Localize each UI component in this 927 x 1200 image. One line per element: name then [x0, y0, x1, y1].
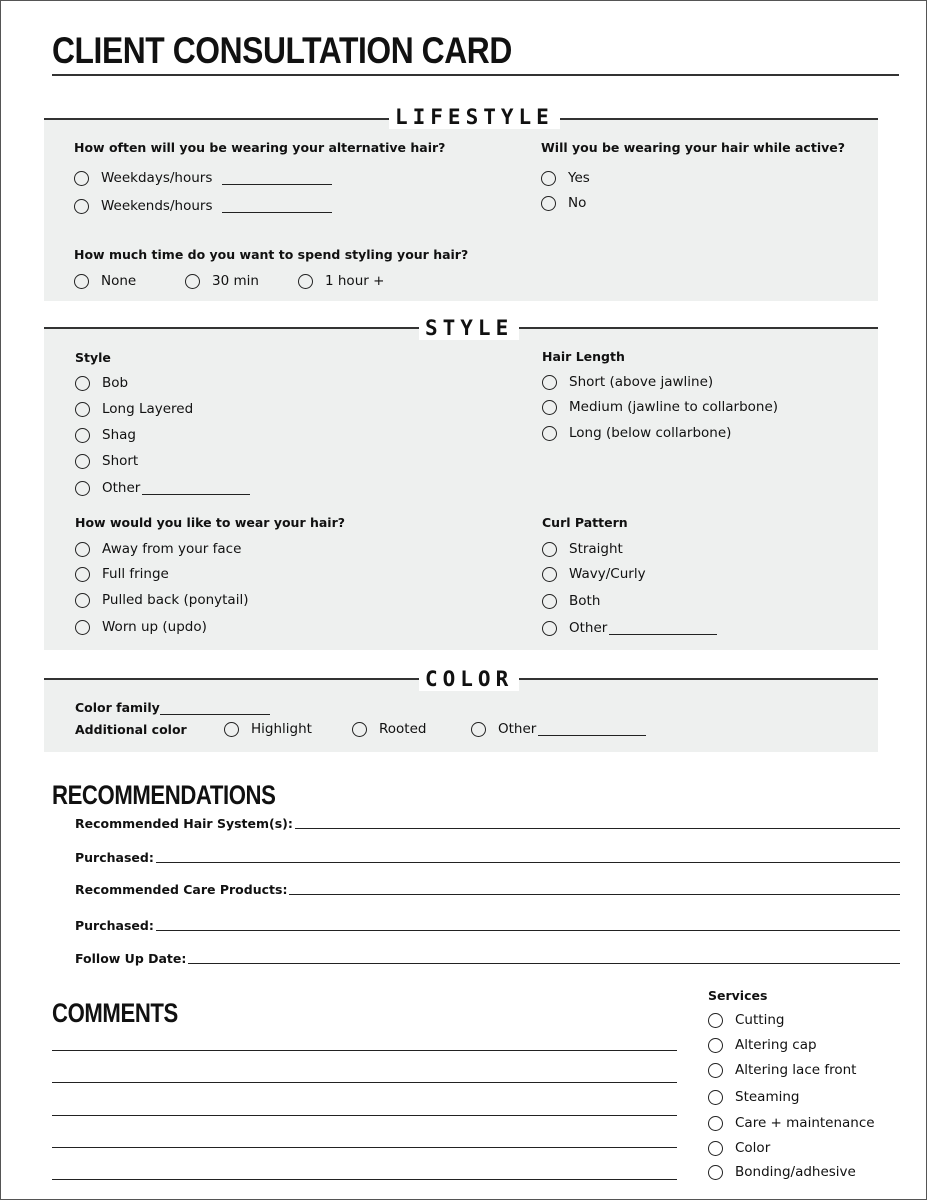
style-other-field[interactable]: [142, 481, 250, 495]
page-title: CLIENT CONSULTATION CARD: [52, 30, 512, 71]
style-option-label: Short: [102, 453, 139, 469]
style-option[interactable]: [75, 427, 136, 443]
curl-option[interactable]: [542, 566, 646, 582]
curl-other-field[interactable]: [609, 621, 717, 635]
radio-icon[interactable]: [542, 542, 557, 557]
length-option-label: Long (below collarbone): [569, 425, 732, 441]
radio-icon[interactable]: [708, 1038, 723, 1053]
style-option-label: Other: [102, 480, 141, 496]
service-option[interactable]: [708, 1012, 784, 1028]
service-option[interactable]: [708, 1115, 875, 1131]
radio-icon[interactable]: [75, 593, 90, 608]
radio-icon[interactable]: [708, 1090, 723, 1105]
service-option-label: Steaming: [735, 1089, 800, 1105]
care-products-label: Recommended Care Products:: [75, 882, 288, 897]
write-line[interactable]: [156, 862, 900, 863]
curl-option[interactable]: [542, 593, 600, 609]
radio-icon[interactable]: [75, 376, 90, 391]
comment-line[interactable]: [52, 1082, 677, 1083]
length-option[interactable]: [542, 374, 713, 390]
yes-option[interactable]: [541, 170, 590, 186]
follow-up-date-field[interactable]: [75, 951, 900, 966]
style-heading: STYLE: [419, 316, 519, 340]
service-option-label: Altering lace front: [735, 1062, 857, 1078]
comment-line[interactable]: [52, 1179, 677, 1180]
style-option-label: Long Layered: [102, 401, 194, 417]
no-label: No: [568, 195, 587, 211]
service-option[interactable]: [708, 1140, 770, 1156]
length-option[interactable]: [542, 425, 731, 441]
no-option[interactable]: [541, 195, 586, 211]
radio-icon[interactable]: [708, 1141, 723, 1156]
wear-option-label: Full fringe: [102, 566, 169, 582]
purchased-label: Purchased:: [75, 850, 154, 865]
wear-option[interactable]: [75, 566, 169, 582]
radio-icon[interactable]: [708, 1116, 723, 1131]
style-option-other[interactable]: [75, 480, 250, 496]
radio-icon[interactable]: [542, 621, 557, 636]
color-family-row: [75, 700, 270, 715]
30min-option[interactable]: [185, 273, 259, 289]
comment-line[interactable]: [52, 1147, 677, 1148]
radio-icon[interactable]: [542, 400, 557, 415]
radio-icon[interactable]: [74, 171, 89, 186]
highlight-label: Highlight: [251, 721, 312, 737]
write-line[interactable]: [289, 894, 900, 895]
wear-option-label: Worn up (updo): [102, 619, 207, 635]
write-line[interactable]: [295, 828, 900, 829]
lifestyle-heading: LIFESTYLE: [389, 105, 560, 129]
color-other-option[interactable]: [471, 721, 646, 737]
radio-icon[interactable]: [708, 1063, 723, 1078]
radio-icon[interactable]: [75, 620, 90, 635]
radio-icon[interactable]: [542, 594, 557, 609]
style-option-label: Shag: [102, 427, 136, 443]
write-line[interactable]: [188, 963, 900, 964]
comment-line[interactable]: [52, 1050, 677, 1051]
write-line[interactable]: [156, 930, 900, 931]
color-heading: COLOR: [419, 667, 519, 691]
wear-option-label: Away from your face: [102, 541, 242, 557]
radio-icon[interactable]: [352, 722, 367, 737]
radio-icon[interactable]: [471, 722, 486, 737]
purchased-field-1[interactable]: [75, 850, 900, 865]
curl-option-label: Both: [569, 593, 601, 609]
yes-label: Yes: [568, 170, 590, 186]
style-option[interactable]: [75, 401, 193, 417]
30min-label: 30 min: [212, 273, 259, 289]
style-option[interactable]: [75, 453, 138, 469]
1hour-option[interactable]: [298, 273, 384, 289]
follow-up-label: Follow Up Date:: [75, 951, 187, 966]
radio-icon[interactable]: [224, 722, 239, 737]
radio-icon[interactable]: [541, 196, 556, 211]
curl-pattern-label: Curl Pattern: [542, 515, 628, 530]
hair-system-label: Recommended Hair System(s):: [75, 816, 293, 831]
radio-icon[interactable]: [542, 567, 557, 582]
service-option-label: Care + maintenance: [735, 1115, 875, 1131]
radio-icon[interactable]: [708, 1013, 723, 1028]
style-option[interactable]: [75, 375, 128, 391]
service-option-label: Bonding/adhesive: [735, 1164, 856, 1180]
length-option[interactable]: [542, 399, 778, 415]
service-option-label: Color: [735, 1140, 771, 1156]
style-label: Style: [75, 350, 111, 365]
service-option[interactable]: [708, 1037, 817, 1053]
radio-icon[interactable]: [75, 481, 90, 496]
none-option[interactable]: [74, 273, 136, 289]
radio-icon[interactable]: [185, 274, 200, 289]
color-family-label: Color family: [75, 700, 160, 715]
recommendations-heading: RECOMMENDATIONS: [52, 780, 276, 810]
purchased-field-2[interactable]: [75, 918, 900, 933]
curl-option-label: Straight: [569, 541, 623, 557]
wear-option-label: Pulled back (ponytail): [102, 592, 249, 608]
styling-time-question: How much time do you want to spend styling your hair?: [74, 247, 469, 262]
radio-icon[interactable]: [75, 402, 90, 417]
color-other-field[interactable]: [538, 722, 646, 736]
wear-frequency-question: How often will you be wearing your alternative hair?: [74, 140, 446, 155]
service-option[interactable]: [708, 1062, 856, 1078]
radio-icon[interactable]: [708, 1165, 723, 1180]
rooted-option[interactable]: [352, 721, 426, 737]
service-option[interactable]: [708, 1089, 799, 1105]
radio-icon[interactable]: [298, 274, 313, 289]
radio-icon[interactable]: [75, 542, 90, 557]
radio-icon[interactable]: [74, 199, 89, 214]
wear-option[interactable]: [75, 592, 248, 608]
wear-style-question: How would you like to wear your hair?: [75, 515, 346, 530]
length-option-label: Short (above jawline): [569, 374, 714, 390]
radio-icon[interactable]: [541, 171, 556, 186]
services-label: Services: [708, 988, 768, 1003]
weekdays-hours-field[interactable]: [222, 171, 332, 185]
hair-length-label: Hair Length: [542, 349, 625, 364]
service-option-label: Altering cap: [735, 1037, 817, 1053]
length-option-label: Medium (jawline to collarbone): [569, 399, 779, 415]
weekends-hours-field[interactable]: [222, 199, 332, 213]
radio-icon[interactable]: [542, 375, 557, 390]
recommended-hair-system-field[interactable]: [75, 816, 900, 831]
purchased-label: Purchased:: [75, 918, 154, 933]
additional-color-label: Additional color: [75, 722, 187, 737]
curl-option-label: Other: [569, 620, 608, 636]
curl-option-other[interactable]: [542, 620, 717, 636]
radio-icon[interactable]: [75, 567, 90, 582]
radio-icon[interactable]: [74, 274, 89, 289]
radio-icon[interactable]: [542, 426, 557, 441]
weekdays-option[interactable]: [74, 170, 332, 186]
service-option[interactable]: [708, 1164, 856, 1180]
color-other-label: Other: [498, 721, 537, 737]
comment-line[interactable]: [52, 1115, 677, 1116]
none-label: None: [101, 273, 137, 289]
active-question: Will you be wearing your hair while active?: [541, 140, 845, 155]
color-family-field[interactable]: [160, 701, 270, 715]
weekends-label: Weekends/hours: [101, 198, 213, 214]
service-option-label: Cutting: [735, 1012, 785, 1028]
wear-option[interactable]: [75, 541, 241, 557]
weekends-option[interactable]: [74, 198, 332, 214]
rooted-label: Rooted: [379, 721, 427, 737]
comments-heading: COMMENTS: [52, 998, 178, 1028]
style-option-label: Bob: [102, 375, 129, 391]
title-underline: [52, 74, 899, 76]
1hour-label: 1 hour +: [325, 273, 385, 289]
radio-icon[interactable]: [75, 428, 90, 443]
highlight-option[interactable]: [224, 721, 312, 737]
weekdays-label: Weekdays/hours: [101, 170, 213, 186]
recommended-care-products-field[interactable]: [75, 882, 900, 897]
radio-icon[interactable]: [75, 454, 90, 469]
wear-option[interactable]: [75, 619, 207, 635]
curl-option-label: Wavy/Curly: [569, 566, 646, 582]
curl-option[interactable]: [542, 541, 623, 557]
